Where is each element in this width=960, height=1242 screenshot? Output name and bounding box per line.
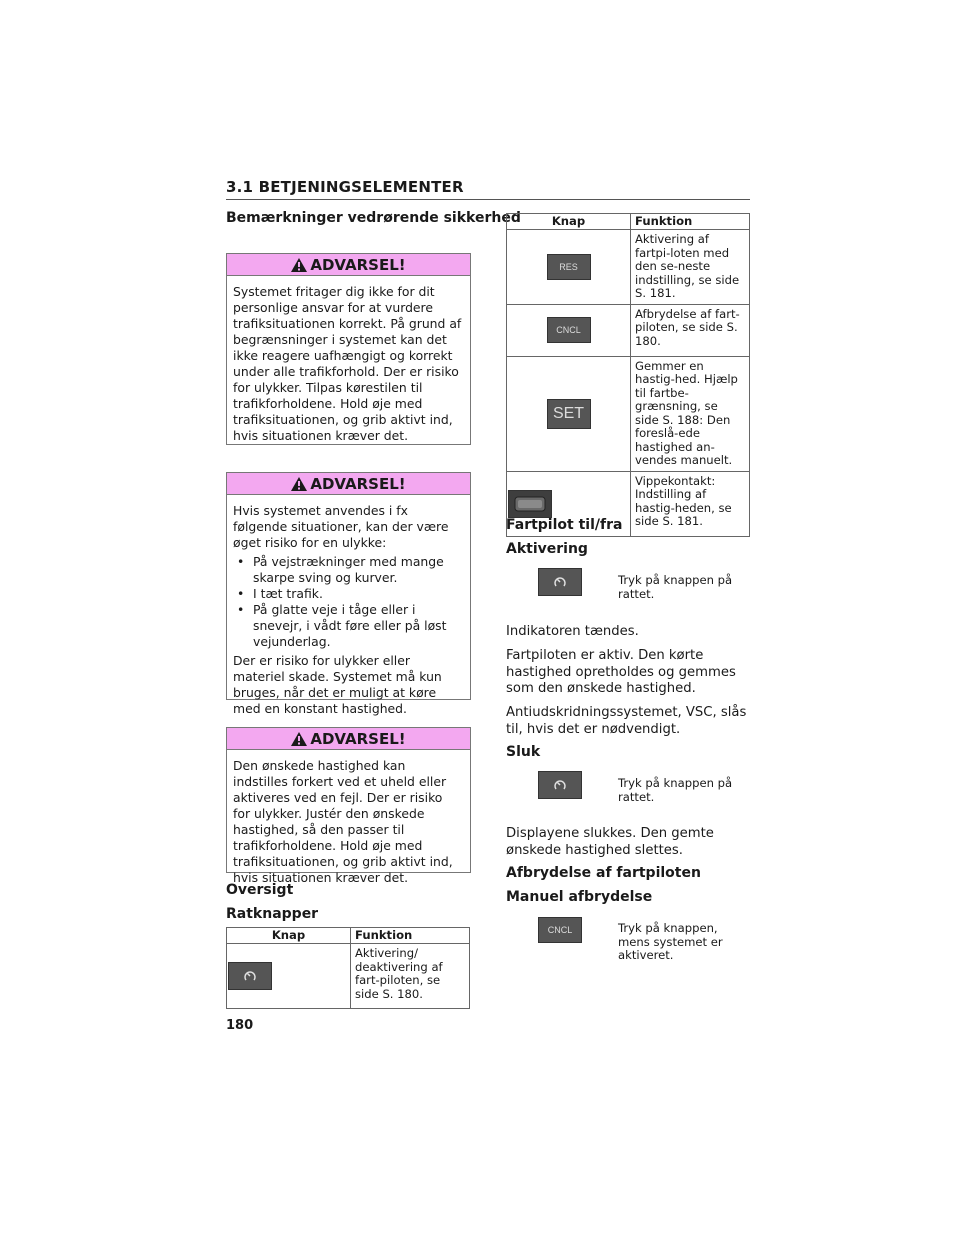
cruise-onoff-heading: Fartpilot til/fra bbox=[506, 517, 623, 533]
activation-text-2: Fartpiloten er aktiv. Den kørte hastighed opretholdes og gemmes som den ønskede hastighed. bbox=[506, 648, 736, 696]
table-row bbox=[507, 356, 750, 471]
column-header-button: Knap bbox=[507, 214, 631, 230]
activation-text-1: Indikatoren tændes. bbox=[506, 624, 639, 639]
cruise-control-button bbox=[538, 771, 582, 799]
activation-instruction: Tryk på knappen på rattet. bbox=[618, 573, 733, 601]
function-buttons-table bbox=[506, 213, 750, 537]
warning-box-3 bbox=[226, 727, 471, 885]
section-divider bbox=[226, 199, 750, 200]
table-row bbox=[227, 944, 470, 1009]
list-item: • På vejstrækninger med mange skarpe sving og kurver. bbox=[233, 554, 463, 586]
warning-title: ADVARSEL! bbox=[310, 729, 406, 748]
page-number: 180 bbox=[226, 1018, 254, 1033]
safety-heading: Bemærkninger vedrørende sikkerhed bbox=[226, 210, 521, 226]
res-button: RES bbox=[547, 254, 591, 280]
off-heading: Sluk bbox=[506, 744, 541, 760]
button-cell bbox=[227, 944, 351, 1009]
activation-text-3: Antiudskridningssystemet, VSC, slås til, hvis det er nødvendigt. bbox=[506, 705, 747, 737]
warning-header bbox=[227, 473, 470, 495]
manual-interrupt-heading: Manuel afbrydelse bbox=[506, 889, 653, 905]
warning-title: ADVARSEL! bbox=[310, 255, 406, 274]
column-header-function: Funktion bbox=[631, 214, 750, 230]
warning-box-1 bbox=[226, 253, 471, 445]
list-item: • I tæt trafik. bbox=[233, 586, 463, 602]
warning-box-2 bbox=[226, 472, 471, 716]
table-row bbox=[507, 230, 750, 305]
interrupt-heading: Afbrydelse af fartpiloten bbox=[506, 865, 701, 881]
table-row bbox=[507, 304, 750, 356]
warning-bullet-list bbox=[233, 554, 463, 650]
button-cell bbox=[507, 356, 631, 471]
steering-buttons-heading: Ratknapper bbox=[226, 906, 319, 922]
warning-header bbox=[227, 728, 470, 750]
button-cell bbox=[507, 230, 631, 305]
list-item: • På glatte veje i tåge eller i snevejr, i vådt føre eller på løst vejunderlag. bbox=[233, 602, 463, 650]
warning-text: Den ønskede hastighed kan indstilles forkert ved et uheld eller aktiveres ved en fejl. Der er risiko for ulykker. Justér den ønskede hastighed, så den passer til trafikforholdene. Hold øje med trafiksituationen, og grib aktivt ind, hvis situationen kræver det. bbox=[233, 758, 453, 885]
cruise-control-icon bbox=[553, 778, 567, 792]
set-button: SET bbox=[547, 399, 591, 429]
warning-icon bbox=[291, 477, 307, 491]
function-cell: Vippekontakt: Indstilling af hastig-heden, se side S. 181. bbox=[631, 471, 750, 536]
function-cell: Afbrydelse af fart-piloten, se side S. 180. bbox=[631, 304, 750, 356]
warning-text: Systemet fritager dig ikke for dit personlige ansvar for at vurdere trafiksituationen korrekt. På grund af begrænsninger i systemet kan det ikke reagere uafhængigt og korrekt under alle trafikforhold. Der er risiko for ulykker. Tilpas kørestilen til trafikforholdene. Hold øje med trafiksituationen, og grib aktivt ind, hvis situationen kræver det. bbox=[233, 284, 462, 443]
function-cell: Aktivering af fartpi-loten med den se-neste indstilling, se side S. 181. bbox=[631, 230, 750, 305]
warning-intro: Hvis systemet anvendes i fx følgende situationer, kan der være øget risiko for en ulykke: bbox=[233, 503, 449, 550]
overview-heading: Oversigt bbox=[226, 882, 294, 898]
section-header: 3.1 BETJENINGSELEMENTER bbox=[226, 178, 464, 196]
function-cell: Aktivering/ deaktivering af fart-piloten, se side S. 180. bbox=[351, 944, 470, 1009]
warning-icon bbox=[291, 258, 307, 272]
cncl-button: CNCL bbox=[547, 317, 591, 343]
column-header-button: Knap bbox=[227, 928, 351, 944]
cruise-control-button bbox=[228, 962, 272, 990]
off-text: Displayene slukkes. Den gemte ønskede hastighed slettes. bbox=[506, 826, 714, 858]
warning-title: ADVARSEL! bbox=[310, 474, 406, 493]
cruise-control-icon bbox=[553, 575, 567, 589]
manual-instruction: Tryk på knappen, mens systemet er aktiveret. bbox=[618, 921, 723, 962]
warning-icon bbox=[291, 732, 307, 746]
cruise-control-button bbox=[538, 568, 582, 596]
cruise-control-icon bbox=[243, 969, 257, 983]
button-cell bbox=[507, 304, 631, 356]
off-instruction: Tryk på knappen på rattet. bbox=[618, 776, 733, 804]
cncl-button: CNCL bbox=[538, 917, 582, 943]
function-cell: Gemmer en hastig-hed. Hjælp til fartbe-grænsning, se side S. 188: Den foreslå-ede hastighed an-vendes manuelt. bbox=[631, 356, 750, 471]
rocker-switch-button bbox=[508, 490, 552, 518]
column-header-function: Funktion bbox=[351, 928, 470, 944]
rocker-switch-icon bbox=[514, 495, 546, 513]
activation-heading: Aktivering bbox=[506, 541, 588, 557]
warning-outro: Der er risiko for ulykker eller materiel skade. Systemet må kun bruges, når det er muligt at køre med en konstant hastighed. bbox=[233, 653, 442, 716]
warning-header bbox=[227, 254, 470, 276]
steering-buttons-table bbox=[226, 927, 470, 1009]
